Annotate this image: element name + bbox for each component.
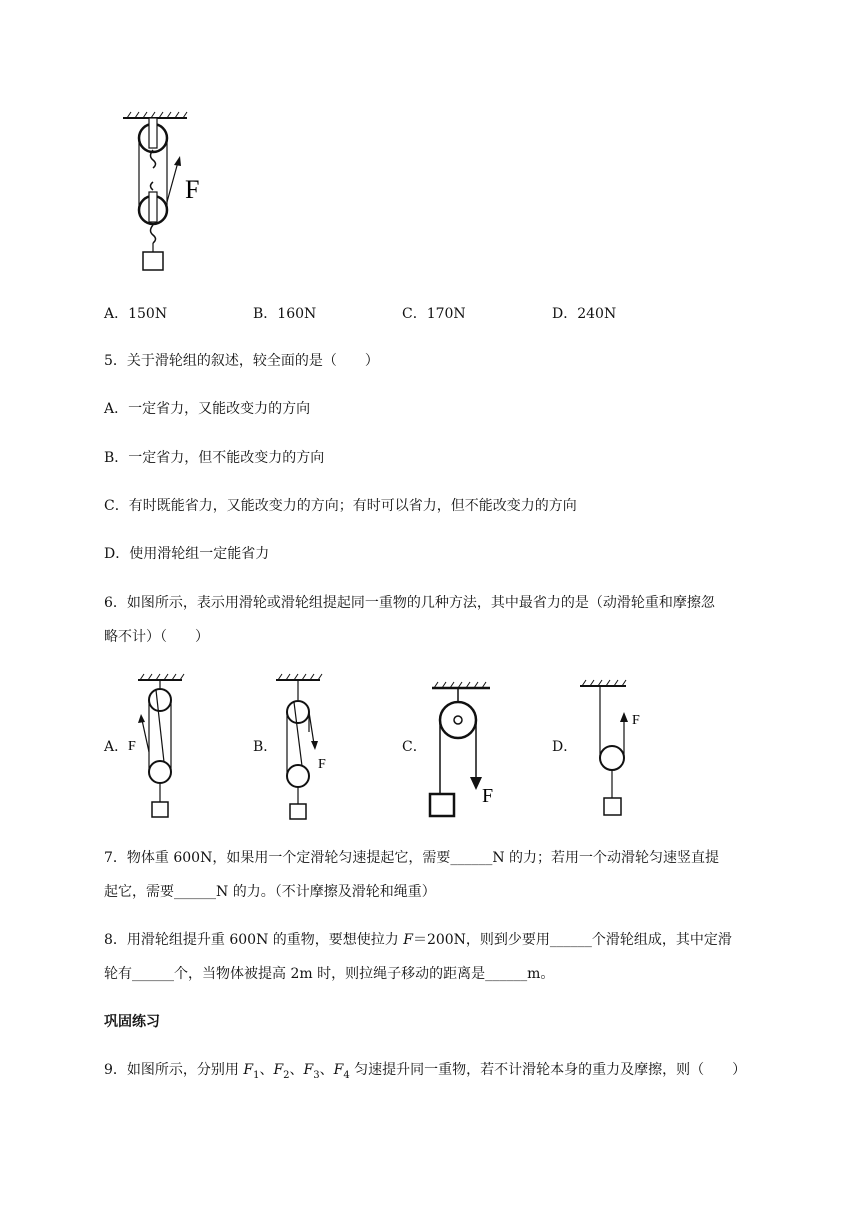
q9-force-4-sub: 4 [343,1069,350,1081]
q5-option-c: C．有时既能省力，又能改变力的方向；有时可以省力，但不能改变力的方向 [104,498,577,514]
q6-option-c-label: C． [402,739,427,755]
q8-line1-end: ＝200N，则到少要用______个滑轮组成，其中定滑 [412,932,732,948]
q9-force-1: F [243,1062,254,1078]
q5-stem: 5．关于滑轮组的叙述，较全面的是（ ） [104,353,379,369]
force-label-q6-d: F [632,713,640,728]
pulley-figure-q6-a [120,672,200,822]
q9-force-4: F [333,1062,344,1078]
q4-option-c: C．170N [402,306,466,322]
q9-sep-2: 、 [289,1062,304,1078]
q9-prefix: 9．如图所示，分别用 [104,1062,244,1078]
q9-force-1-sub: 1 [253,1069,260,1081]
pulley-figure-q4 [115,110,235,285]
q4-option-a: A．150N [104,306,168,322]
force-label-q6-c: F [482,785,494,807]
q9-force-3-sub: 3 [313,1069,320,1081]
q9-force-3: F [303,1062,314,1078]
q9-stem [104,1060,746,1086]
q7-line2: 起它，需要______N 的力。（不计摩擦及滑轮和绳重） [104,884,436,900]
q9-suffix: 匀速提升同一重物，若不计滑轮本身的重力及摩擦，则（ ） [349,1062,747,1078]
q8-force-var: F [403,932,413,948]
force-label-q6-b: F [318,757,326,772]
q4-option-b: B．160N [253,306,317,322]
q9-force-2: F [273,1062,284,1078]
q6-stem-line1: 6．如图所示，表示用滑轮或滑轮组提起同一重物的几种方法，其中最省力的是（动滑轮重和摩擦忽 [104,595,715,611]
pulley-figure-q6-b [262,672,342,822]
q6-option-b-label: B． [253,739,278,755]
pulley-figure-q6-d [570,672,650,822]
q9-sep-3: 、 [319,1062,334,1078]
q6-stem-line2: 略不计）（ ） [104,629,209,645]
q9-force-2-sub: 2 [283,1069,290,1081]
q7-line1: 7．物体重 600N，如果用一个定滑轮匀速提起它，需要______N 的力；若用一个动滑轮匀速竖直提 [104,850,720,866]
q5-option-a: A．一定省力，又能改变力的方向 [104,401,311,417]
q5-option-d: D．使用滑轮组一定能省力 [104,546,270,562]
q8-line1-start: 8．用滑轮组提升重 600N 的重物，要想使拉力 [104,932,404,948]
q8-line1 [104,930,732,950]
q5-option-b: B．一定省力，但不能改变力的方向 [104,450,325,466]
force-label-q6-a: F [128,739,136,754]
force-label-q4: F [185,175,200,204]
pulley-figure-q6-c [420,672,510,822]
q9-sep-1: 、 [259,1062,274,1078]
q6-option-a-label: A． [104,739,129,755]
q8-line2: 轮有______个，当物体被提高 2m 时，则拉绳子移动的距离是______m。 [104,966,555,982]
q6-option-d-label: D． [552,739,578,755]
q4-option-d: D．240N [552,306,617,322]
section-title: 巩固练习 [104,1014,160,1030]
